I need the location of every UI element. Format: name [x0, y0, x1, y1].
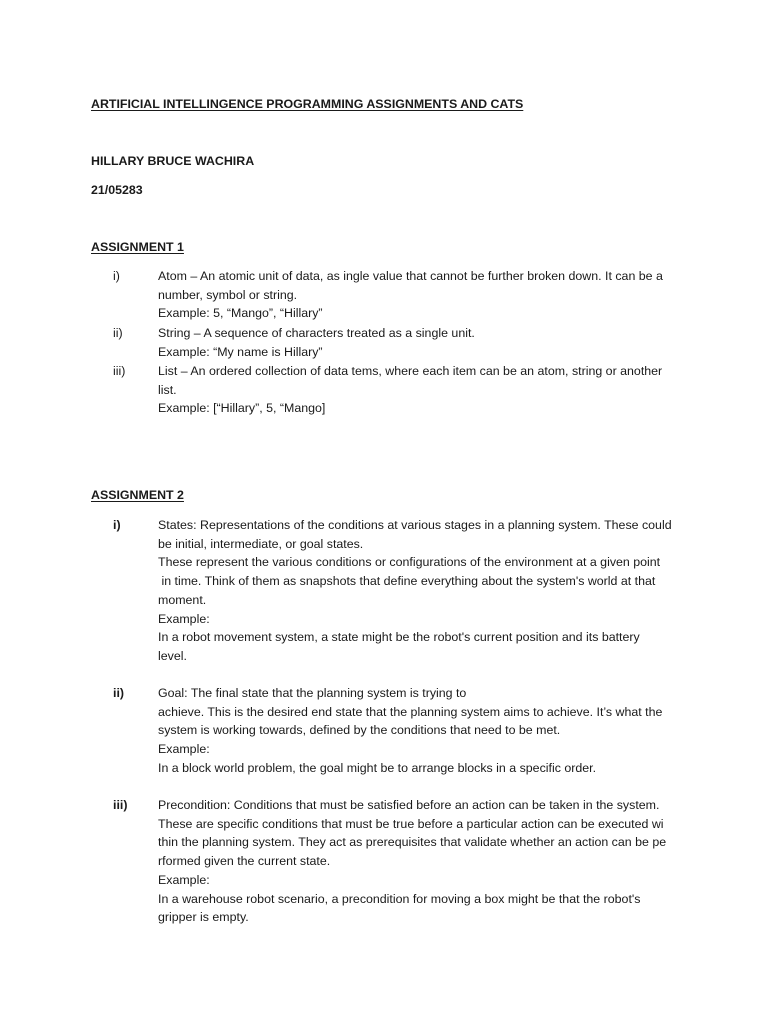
- text-line: Example: [“Hillary”, 5, “Mango]: [158, 401, 326, 416]
- assignment-2-heading: ASSIGNMENT 2: [91, 488, 184, 502]
- text-line: gripper is empty.: [158, 910, 249, 925]
- item-numeral: ii): [113, 686, 125, 700]
- text-line: In a block world problem, the goal might be to arrange blocks in a specific order.: [158, 760, 597, 775]
- text-line: list.: [158, 382, 177, 397]
- text-line: rformed given the current state.: [158, 854, 331, 869]
- text-line: In a warehouse robot scenario, a precondition for moving a box might be that the robot's: [158, 891, 641, 906]
- text-line: be initial, intermediate, or goal states.: [158, 536, 364, 551]
- assignment-1-heading: ASSIGNMENT 1: [91, 240, 184, 254]
- item-text: [158, 796, 693, 927]
- text-line: number, symbol or string.: [158, 287, 298, 302]
- item-numeral: i): [113, 269, 120, 283]
- text-line: Example:: [158, 611, 210, 626]
- text-line: In a robot movement system, a state might be the robot's current position and its battery: [158, 630, 640, 645]
- text-line: Example: “My name is Hillary”: [158, 344, 323, 359]
- item-numeral: i): [113, 518, 121, 532]
- text-line: List – An ordered collection of data tems, where each item can be an atom, string or another: [158, 364, 663, 378]
- item-numeral: ii): [113, 326, 123, 340]
- registration-number: 21/05283: [91, 183, 143, 197]
- item-text: [158, 324, 693, 361]
- text-line: Precondition: Conditions that must be satisfied before an action can be taken in the system.: [158, 798, 660, 812]
- document-title: ARTIFICIAL INTELLINGENCE PROGRAMMING ASSIGNMENTS AND CATS: [91, 97, 524, 111]
- item-text: [158, 516, 693, 666]
- text-line: in time. Think of them as snapshots that define everything about the system's world at that: [158, 574, 656, 589]
- item-numeral: iii): [113, 364, 126, 378]
- text-line: system is working towards, defined by the conditions that need to be met.: [158, 723, 561, 738]
- author-name: HILLARY BRUCE WACHIRA: [91, 154, 255, 168]
- text-line: Example:: [158, 872, 210, 887]
- text-line: Example: 5, “Mango”, “Hillary”: [158, 306, 323, 321]
- text-line: Goal: The final state that the planning system is trying to: [158, 686, 467, 700]
- text-line: achieve. This is the desired end state that the planning system aims to achieve. It’s what the: [158, 704, 663, 719]
- text-line: States: Representations of the conditions at various stages in a planning system. These could: [158, 518, 672, 532]
- text-line: thin the planning system. They act as prerequisites that validate whether an action can be pe: [158, 835, 667, 850]
- text-line: Example:: [158, 742, 210, 757]
- text-line: String – A sequence of characters treated as a single unit.: [158, 326, 475, 340]
- item-text: [158, 267, 693, 323]
- item-numeral: iii): [113, 798, 128, 812]
- text-line: These represent the various conditions or configurations of the environment at a given point: [158, 555, 661, 570]
- text-line: level.: [158, 648, 187, 663]
- text-line: Atom – An atomic unit of data, as ingle value that cannot be further broken down. It can be a: [158, 269, 663, 283]
- text-line: moment.: [158, 592, 207, 607]
- item-text: [158, 362, 693, 418]
- item-text: [158, 684, 693, 778]
- text-line: These are specific conditions that must be true before a particular action can be executed wi: [158, 816, 664, 831]
